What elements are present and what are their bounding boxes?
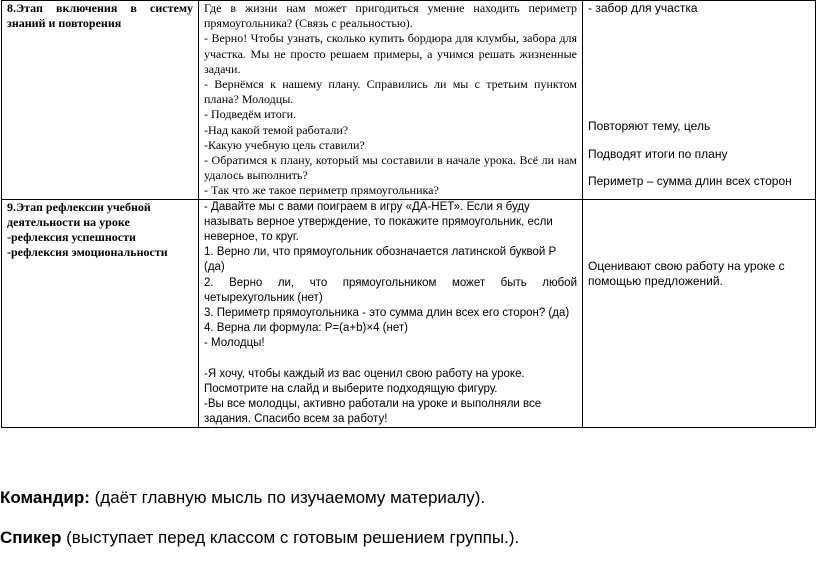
lesson-table	[1, 0, 816, 428]
teacher-line: - Обратимся к плану, который мы составили в начале урока. Всё ли нам удалось выполнить?	[204, 153, 577, 183]
teacher-line: -Какую учебную цель ставили?	[204, 137, 365, 152]
student-activity-cell	[583, 199, 816, 428]
stage-cell	[2, 199, 199, 428]
speaker-text: (выступает перед классом с готовым решением группы.).	[61, 528, 520, 547]
commander-note	[0, 488, 485, 508]
speaker-note	[0, 528, 519, 548]
teacher-activity-cell	[199, 199, 583, 428]
teacher-line: -Я хочу, чтобы каждый из вас оценил свою работу на уроке. Посмотрите на слайд и выберите подходящую фигуру.	[204, 367, 525, 395]
commander-term: Командир:	[0, 488, 90, 507]
table-row	[2, 1, 816, 200]
teacher-line: - Подведём итоги.	[204, 107, 297, 122]
teacher-line: - Давайте мы с вами поиграем в игру «ДА-НЕТ». Если я буду называть верное утверждение, то покажите прямоугольник, если неверное, то круг.	[204, 200, 553, 244]
spacer	[204, 352, 577, 367]
stage-subitem: -рефлексия успешности	[7, 230, 136, 245]
teacher-line: -Вы все молодцы, активно работали на уроке и выполняли все задания. Спасибо всем за работу!	[204, 398, 542, 426]
student-line: Подводят итоги по плану	[588, 147, 728, 161]
teacher-line: - Верно! Чтобы узнать, сколько купить бордюра для клумбы, забора для участка. Мы не просто решаем примеры, а учимся решать жизненные задачи.	[204, 31, 577, 76]
teacher-line: - Так что же такое периметр прямоугольника?	[204, 183, 439, 198]
teacher-line: -Над какой темой работали?	[204, 122, 349, 137]
teacher-line: 2. Верно ли, что прямоугольником может быть любой четырехугольник (нет)	[204, 276, 577, 304]
commander-text: (даёт главную мысль по изучаемому материалу).	[89, 488, 486, 507]
stage-subitem: -рефлексия эмоциональности	[7, 245, 168, 260]
teacher-line: 3. Периметр прямоугольника - это сумма длин всех его сторон? (да)	[204, 307, 570, 320]
table-row	[2, 199, 816, 428]
student-line: Периметр – сумма длин всех сторон	[588, 174, 792, 188]
teacher-line: - Молодцы!	[204, 337, 265, 350]
speaker-term: Спикер	[0, 528, 62, 547]
student-activity-cell	[583, 1, 816, 200]
student-line: Оценивают свою работу на уроке с помощью предложений.	[588, 258, 785, 288]
stage-title: 9.Этап рефлексии учебной деятельности на уроке	[7, 199, 151, 229]
stage-title: 8.Этап включения в систему знаний и повторения	[7, 1, 193, 31]
teacher-line: Где в жизни нам может пригодиться умение находить периметр прямоугольника? (Связь с реальностью).	[204, 1, 577, 31]
teacher-line: - Вернёмся к нашему плану. Справились ли мы с третьим пунктом плана? Молодцы.	[204, 77, 577, 107]
stage-cell	[2, 1, 199, 200]
teacher-line: 4. Верна ли формула: Р=(a+b)×4 (нет)	[204, 322, 408, 335]
student-line: Повторяют тему, цель	[588, 119, 711, 133]
teacher-activity-cell	[199, 1, 583, 200]
teacher-line: 1. Верно ли, что прямоугольник обозначается латинской буквой Р (да)	[204, 246, 557, 274]
student-line: - забор для участка	[588, 1, 698, 15]
